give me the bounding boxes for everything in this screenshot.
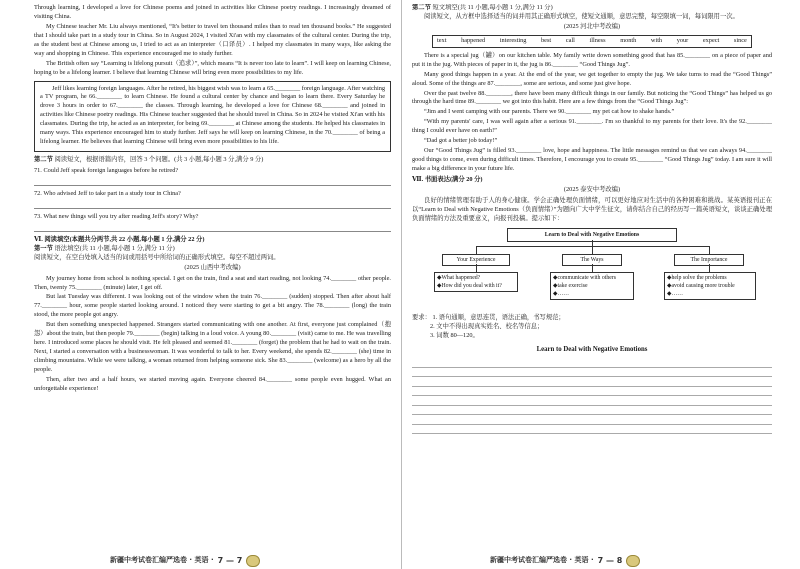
writing-area[interactable]: [412, 358, 772, 434]
jug-paragraph-2: Many good things happen in a year. At the end of the year, we get together to empty the jug. We take turns to read the “Good Things” aloud. Some of the things are 87.________, some are serious, and some just give hope.: [412, 70, 772, 87]
word-option: call: [565, 36, 575, 44]
writing-line[interactable]: [412, 387, 772, 397]
right-footer-text: 新疆中考试卷汇编严选卷 · 英语 ·: [490, 556, 594, 565]
leaf-item: ◆How did you deal with it?: [437, 282, 502, 289]
mind-map: [412, 228, 772, 310]
writing-line[interactable]: [412, 425, 772, 435]
jug-paragraph-6: “Dad got a better job today!”: [424, 137, 498, 145]
part6-sec1-heading: [34, 245, 391, 254]
word-option: best: [541, 36, 552, 44]
requirements-label: 要求：: [412, 313, 431, 321]
branch-experience: Your Experience: [442, 254, 510, 266]
leaf-importance: [664, 272, 756, 301]
writing-line[interactable]: [412, 415, 772, 425]
question-72: 72. Who advised Jeff to take part in a study tour in China?: [34, 189, 181, 197]
connector: [476, 246, 477, 254]
left-page-number: 7 — 7: [217, 556, 243, 566]
jug-paragraph-7: Our “Good Things Jug” is filled 93.________ love, hope and happiness. The little messages remind us that we can always 94.________ good things to come, even during difficult times. Therefore, I encourage you to create 95.________ “Good Things Jug” today. I am sure it will make a big difference in your future life.: [412, 147, 772, 172]
question-73: 73. What new things will you try after reading Jeff's story? Why?: [34, 212, 199, 220]
word-option: with: [650, 36, 663, 44]
sec2-source: (2025 河北中考改编): [563, 22, 621, 30]
summary-text: Jeff likes learning foreign languages. After he retired, his biggest wish was to learn a 65.________ foreign language. After watching a TV program, he 66.________ to learn Chinese. He found a cultural center by chance and began to learn there. Every Saturday he drove 3 hours in order to 67.________ the classes. Through learning, he developed a love for Chinese 68.________ and joined in activities like Chinese poetry readings. His Chinese teacher suggested that he should travel in China. So in 2024 he visited Xi'an with his classmates. During the trip, he acted as an interpreter, for being 69.________ at Chinese among the students. He helped his classmates in many ways. This experience encouraged him to study further. Jeff says he will keep on learning Chinese, in the 70.________ of being a lifelong learner. He believes that learning Chinese will bring even more possibilities to his life.: [40, 84, 385, 146]
writing-line[interactable]: [412, 396, 772, 406]
word-option: text: [437, 36, 447, 44]
right-page-number: 7 — 8: [597, 556, 623, 566]
jug-paragraph-4: “Jim and I went camping with our parents. There we 90.________ my pet cat how to shake hands.”: [424, 108, 675, 116]
connector: [476, 264, 477, 272]
section2-instruction: 阅读短文，根据语篇内容，回答 3 个问题。(共 3 小题,每小题 3 分,满分 9 分): [54, 156, 264, 164]
intro-paragraph-1: Through learning, I developed a love for Chinese poems and joined in activities like Chinese poetry readings. I increasingly dreamed of visiting China.: [34, 4, 391, 20]
requirement-2: 2. 文中不得出现真实姓名、校名等信息；: [430, 322, 544, 330]
right-page: [412, 4, 772, 544]
jug-paragraph-3: Over the past twelve 88.________, there have been many difficult things in our family. But noticing the “Good Things” has helped us go through the hard time 89.________ we got into this habit. Here are a few things from the “Good Things Jug”:: [412, 89, 772, 106]
requirement-1: 1. 语句通顺，意思连贯，语法正确，书写规范；: [432, 313, 565, 321]
left-footer-text: 新疆中考试卷汇编严选卷 · 英语 ·: [110, 556, 214, 565]
requirement-3: 3. 词数 80—120。: [430, 331, 479, 339]
word-option: interesting: [499, 36, 527, 44]
part6-title: Ⅵ. 阅读填空(本题共分两节,共 22 小题,每小题 1 分,满分 22 分): [34, 235, 205, 243]
leaf-item: ◆avoid causing more trouble: [667, 282, 735, 289]
intro-paragraph-2: My Chinese teacher Mr. Liu always mentioned, “It's better to travel ten thousand miles than to read ten thousand books.” He suggested that I should take part in a study tour in China. So in August 2024, I visited Xi'an with my classmates of the cultural center. During the trip, as the student best at Chinese among us, I tried to act as an interpreter（口译员）. I helped my classmates in many ways, like asking the way and shopping in Chinese. This experience encouraged me to study further.: [34, 22, 391, 57]
leaf-item: ◆take exercise: [553, 282, 588, 289]
part7-title: Ⅶ. 书面表达(满分 20 分): [412, 175, 483, 183]
essay-title: Learn to Deal with Negative Emotions: [536, 346, 648, 354]
page-divider: [401, 0, 402, 569]
answer-line-71[interactable]: [34, 178, 391, 186]
writing-line[interactable]: [412, 368, 772, 378]
part6-sec1-instruction: 语法填空(共 11 小题,每小题 1 分,满分 11 分): [54, 244, 175, 252]
story-paragraph-3: But then something unexpected happened. Strangers started communicating with one another. At first, everyone just complained（抱怨）about the train, but then people 79.________ (begin) talking in a loud voice. A young 80.________ (visit) came to me. He was travelling here. I introduced some places he should visit. He felt pleased and seemed 81.________ (forget) the problem that he had to wait on the train. Next, I started a conversation with a businesswoman. It was wonderful to talk to her. Every weekend, she spends 82.________ (she) time in climbing mountains. While we were talking, a woman returned from helping someone sick. She 83.________ (welcome) as a hero by all the people.: [34, 321, 391, 373]
writing-line[interactable]: [412, 358, 772, 368]
section2-heading: [34, 156, 391, 165]
word-option: happened: [461, 36, 486, 44]
requirements: [412, 314, 772, 341]
connector: [709, 246, 710, 254]
writing-line[interactable]: [412, 377, 772, 387]
connector: [592, 264, 593, 272]
word-option: illness: [589, 36, 606, 44]
sec2-instruction: 短文填空(共 11 小题,每小题 1 分,满分 11 分): [432, 4, 553, 11]
part7-source: (2025 泰安中考改编): [563, 185, 621, 193]
sec2-heading: [412, 4, 772, 13]
answer-line-72[interactable]: [34, 201, 391, 209]
sec2-title: 第二节: [412, 4, 431, 11]
word-option: since: [733, 36, 747, 44]
branch-importance: The Importance: [674, 254, 744, 266]
jug-paragraph-1: There is a special jug（罐）on our kitchen table. My family write down something good that has 85.________ on a piece of paper and put it in the jug. With pieces of paper in it, the jug is 86.________ “Good Things Jug”.: [412, 51, 772, 68]
sec2-desc: 阅读短文，从方框中选择适当的词并用其正确形式填空，使短文通顺，意思完整，每空限填一词，每词限用一次。: [424, 12, 739, 20]
question-71: 71. Could Jeff speak foreign languages before he retired?: [34, 167, 179, 174]
story-paragraph-4: Then, after two and a half hours, we started moving again. Everyone cheered 84.________ some people even hugged. What an unforgettable experience!: [34, 375, 391, 392]
leaf-item: ◆What happened?: [437, 274, 481, 281]
leaf-ways: [550, 272, 634, 301]
connector: [592, 246, 593, 254]
part7-prompt: 良好的情绪管理有助于人的身心健康。学会正确处理负面情绪，可以更好地应对生活中的各种困难和挑战。某英语报刊正在以“Learn to Deal with Negative Emotions（负面情绪）”为题向广大中学生征文，请你结合自己的经历写一篇英语短文，谈谈正确处理负面情绪的方法及重要意义，向报刊投稿。提示如下：: [412, 196, 772, 222]
leaf-item: ◆communicate with others: [553, 274, 617, 281]
connector: [476, 246, 710, 247]
part6-sec1-title: 第一节: [34, 244, 53, 252]
word-option: month: [620, 36, 637, 44]
leaf-item: ◆……: [553, 291, 570, 298]
leaf-experience: [434, 272, 518, 292]
part6-source: (2025 山西中考改编): [184, 263, 241, 271]
mascot-icon: [626, 555, 640, 567]
intro-paragraph-3: The British often say “Learning is lifelong pursuit（追求）”, which means “It is never too late to learn”. I will keep on learning Chinese, hoping to be a lifelong learner. I believe that learning Chinese will bring even more possibilities to my life.: [34, 59, 391, 76]
leaf-item: ◆help solve the problems: [667, 274, 727, 281]
connector: [709, 264, 710, 272]
section2-title: 第二节: [34, 156, 53, 164]
right-footer: [490, 555, 640, 567]
leaf-item: ◆……: [667, 291, 684, 298]
branch-ways: The Ways: [562, 254, 622, 266]
story-paragraph-1: My journey home from school is nothing special. I get on the train, find a seat and start reading, not looking 74.________ other people. Then, twenty 75.________ (minute) later, I get off.: [34, 274, 391, 291]
word-box: [432, 35, 752, 48]
word-option: your: [676, 36, 689, 44]
writing-line[interactable]: [412, 406, 772, 416]
summary-box: [34, 81, 391, 153]
left-footer: [110, 555, 260, 567]
word-option: expect: [702, 36, 720, 44]
jug-paragraph-5: “With my parents' care, I was well again after a serious 91.________. I'm so thankful to my parents for their love. It's the 92.________ thing I could ever have on earth!”: [412, 118, 772, 135]
part6-sec1-desc: 阅读短文，在空白处填入适当的词或用括号中所给词的正确形式填空。每空不超过两词。: [34, 253, 280, 261]
left-page: [34, 4, 391, 544]
mind-map-root: Learn to Deal with Negative Emotions: [507, 228, 677, 242]
mascot-icon: [246, 555, 260, 567]
story-paragraph-2: But last Tuesday was different. I was looking out of the window when the train 76.________ (sudden) stopped. Then after about half 77.________ hour, some people started looking around. I noticed they were starting to get a bit angry. The 78.________ (long) the train stood, the more people got angry.: [34, 293, 391, 319]
answer-line-73[interactable]: [34, 224, 391, 232]
